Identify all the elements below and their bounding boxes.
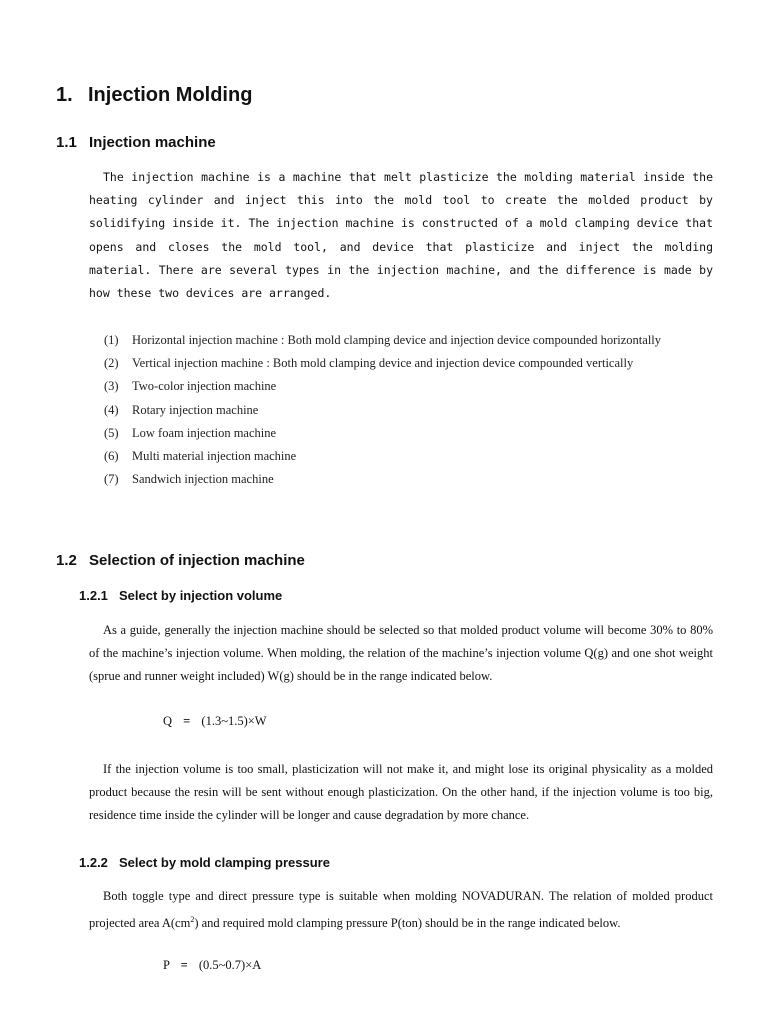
formula-rhs: (0.5~0.7)×A — [198, 958, 262, 972]
injection-machine-paragraph: The injection machine is a machine that melt plasticize the molding material inside the heating cylinder and inject this into the mold tool to create the molded product by solidifying inside it. The injection machine is constructed of a mold clamping device that opens and closes the mold tool, and device that plasticize and inject the molding material. There are several types in the injection machine, and the difference is made by how these two devices are arranged. — [89, 170, 713, 301]
machine-types-list — [104, 329, 713, 491]
subsubsection-title: Select by injection volume — [119, 588, 283, 603]
formula-equals: = — [183, 714, 191, 728]
formula-equals: = — [180, 958, 188, 972]
list-item: (4) Rotary injection machine — [104, 402, 259, 417]
subsection-title: Selection of injection machine — [89, 552, 305, 569]
subsubsection-heading-injection-volume — [79, 588, 282, 603]
formula-lhs: Q — [163, 714, 173, 728]
injection-volume-note-paragraph: If the injection volume is too small, plasticization will not make it, and might lose its original physicality as a molded product because the resin will be sent without enough plasticization. On the other hand, if the injection volume is too big, residence time inside the cylinder will be longer and cause degradation by more chance. — [89, 762, 713, 823]
injection-volume-formula — [163, 714, 267, 729]
injection-volume-paragraph: As a guide, generally the injection machine should be selected so that molded product volume will become 30% to 80% of the machine’s injection volume. When molding, the relation of the machine’s injection volume Q(g) and one shot weight (sprue and runner weight included) W(g) should be in the range indicated below. — [89, 623, 713, 684]
formula-rhs: (1.3~1.5)×W — [201, 714, 267, 728]
section-title: Injection Molding — [88, 84, 253, 106]
clamping-pressure-paragraph: Both toggle type and direct pressure type is suitable when molding NOVADURAN. The relation of molded product projected area $A(cm^2)$ and required mold clamping pressure P(ton) should be in the range indicated below. — [89, 889, 713, 931]
subsection-heading-injection-machine — [56, 134, 216, 151]
subsection-title: Injection machine — [89, 134, 216, 151]
subsection-heading-selection — [56, 552, 305, 569]
section-number: 1. — [56, 84, 73, 106]
list-item: (2) Vertical injection machine : Both mold clamping device and injection device compounded vertically — [104, 356, 634, 371]
list-item: (7) Sandwich injection machine — [104, 472, 274, 487]
subsubsection-title: Select by mold clamping pressure — [119, 855, 330, 870]
formula-lhs: P — [163, 958, 170, 972]
subsubsection-number: 1.2.2 — [79, 855, 108, 870]
subsection-number: 1.1 — [56, 134, 77, 151]
section-heading — [56, 84, 252, 107]
list-item: (3) Two-color injection machine — [104, 379, 277, 394]
subsection-number: 1.2 — [56, 552, 77, 569]
subsubsection-heading-clamping-pressure — [79, 855, 330, 870]
subsubsection-number: 1.2.1 — [79, 588, 108, 603]
list-item: (1) Horizontal injection machine : Both mold clamping device and injection device compounded horizontally — [104, 333, 662, 347]
clamping-pressure-formula — [163, 958, 261, 973]
list-item: (5) Low foam injection machine — [104, 425, 277, 440]
list-item: (6) Multi material injection machine — [104, 449, 297, 464]
